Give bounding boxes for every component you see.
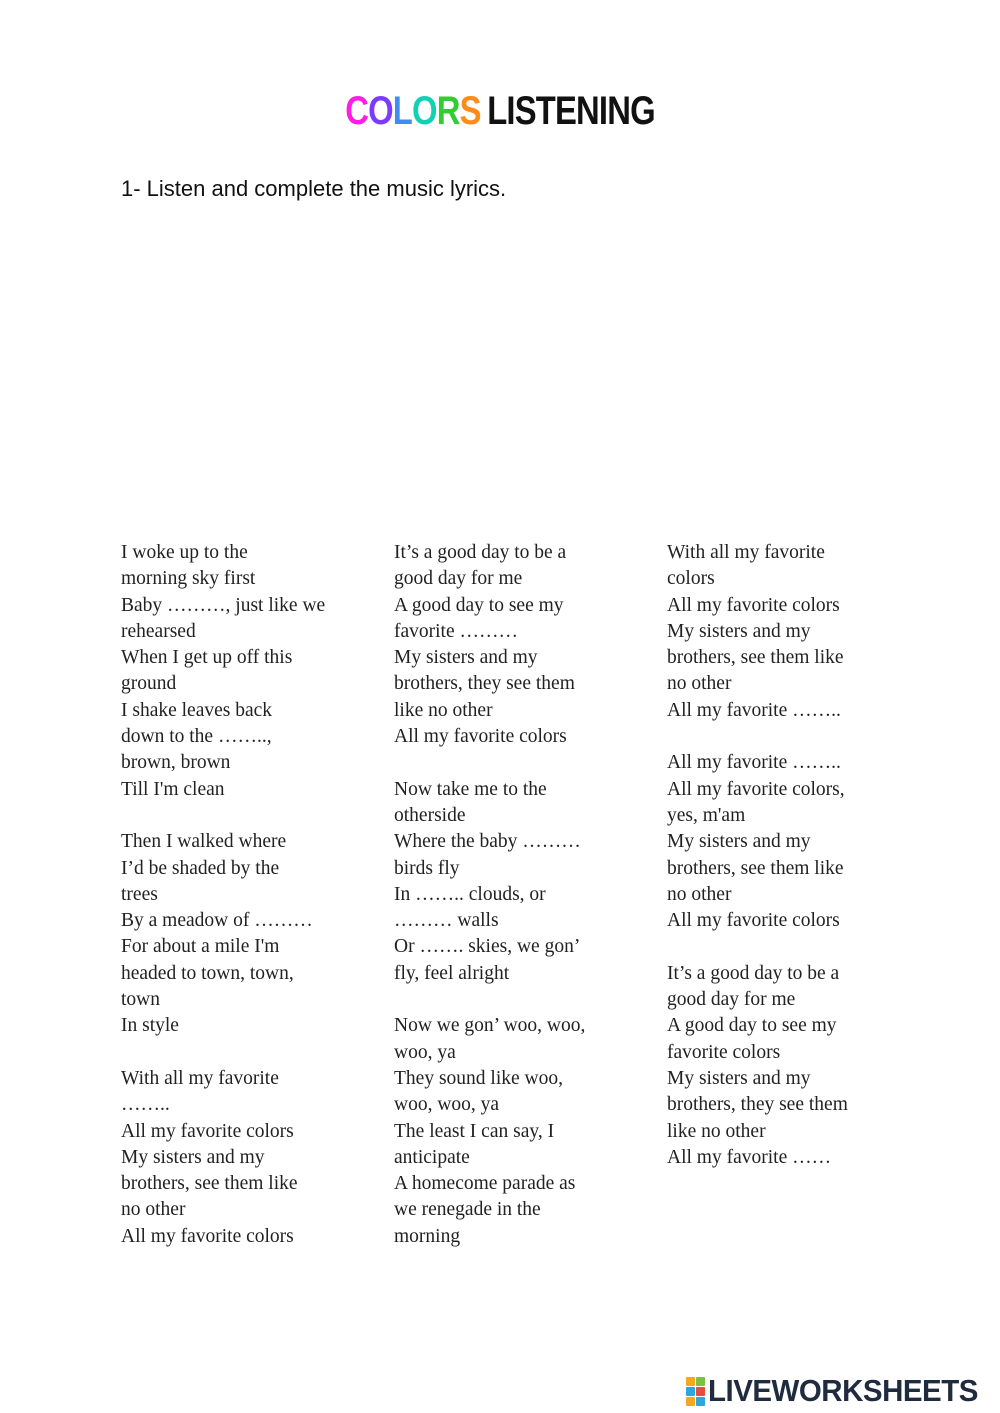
instruction-text: 1- Listen and complete the music lyrics. (121, 176, 507, 201)
lyric-line: no other (121, 1199, 186, 1221)
lyric-line: I shake leaves back (121, 699, 273, 721)
lyric-line: Where the baby ……… (394, 831, 581, 853)
lyric-line: It’s a good day to be a (667, 962, 840, 984)
logo-block (696, 1387, 705, 1396)
lyric-line: like no other (394, 699, 493, 721)
lyric-line: birds fly (394, 857, 460, 879)
lyric-line: rehearsed (121, 620, 196, 642)
lyric-line: When I get up off this (121, 647, 293, 669)
title-letter: L (392, 88, 413, 133)
lyric-line: My sisters and my (121, 1146, 265, 1168)
logo-text: LIVEWORKSHEETS (707, 1373, 978, 1408)
lyric-line: good day for me (667, 989, 796, 1011)
title-letter: S (459, 88, 481, 133)
lyrics-stanza (667, 750, 887, 934)
lyrics-stanza (394, 540, 619, 750)
liveworksheets-logo[interactable] (686, 1373, 992, 1409)
lyric-line: A good day to see my (667, 1015, 837, 1037)
lyric-line: woo, ya (394, 1041, 456, 1063)
lyric-line: …….. (121, 1094, 170, 1116)
lyric-line: All my favorite …….. (667, 752, 841, 774)
lyric-line: Till I'm clean (121, 778, 225, 800)
title-letter: R (436, 88, 460, 133)
lyrics-stanza (121, 1066, 346, 1250)
lyric-line: All my favorite colors (667, 910, 840, 932)
lyric-line: All my favorite …….. (667, 699, 841, 721)
lyric-line: woo, woo, ya (394, 1094, 500, 1116)
lyric-line: brothers, they see them (394, 673, 575, 695)
lyric-line: morning sky first (121, 568, 256, 590)
lyric-line: brothers, see them like (121, 1173, 298, 1195)
lyric-line: All my favorite colors (667, 594, 840, 616)
lyric-line: ……… walls (394, 910, 499, 932)
lyrics-stanza (394, 1013, 619, 1250)
lyric-line: My sisters and my (667, 620, 811, 642)
lyrics-column-2 (394, 540, 619, 1276)
lyric-line: good day for me (394, 568, 523, 590)
lyric-line: brothers, see them like (667, 857, 844, 879)
lyric-line: fly, feel alright (394, 962, 510, 984)
lyric-line: otherside (394, 804, 466, 826)
lyrics-stanza (667, 540, 887, 724)
lyrics-column-1 (121, 540, 346, 1276)
lyric-line: headed to town, town, (121, 962, 294, 984)
lyric-line: we renegade in the (394, 1199, 541, 1221)
lyric-line: For about a mile I'm (121, 936, 280, 958)
logo-block (696, 1377, 705, 1386)
lyric-line: With all my favorite (667, 542, 825, 563)
lyric-line: In …….. clouds, or (394, 883, 546, 905)
lyric-line: All my favorite colors (394, 726, 567, 748)
lyric-line: A homecome parade as (394, 1173, 576, 1195)
lyric-line: down to the …….., (121, 726, 272, 748)
lyric-line: favorite colors (667, 1041, 781, 1063)
lyric-line: I woke up to the (121, 542, 248, 563)
lyric-line: trees (121, 883, 158, 905)
logo-block (686, 1387, 695, 1396)
lyric-line: colors (667, 568, 715, 590)
lyrics-stanza (667, 961, 887, 1171)
lyric-line: Baby ………, just like we (121, 594, 326, 616)
lyric-line: brothers, see them like (667, 647, 844, 669)
lyric-line: With all my favorite (121, 1067, 279, 1089)
lyric-line: In style (121, 1015, 179, 1037)
lyric-line: no other (667, 673, 732, 695)
lyrics-column-3 (667, 540, 887, 1197)
lyric-line: A good day to see my (394, 594, 564, 616)
title-letter: O (412, 88, 437, 133)
lyric-line: Or ……. skies, we gon’ (394, 936, 581, 958)
title-letter: C (345, 88, 369, 133)
lyric-line: yes, m'am (667, 804, 746, 826)
lyric-line: brothers, they see them (667, 1094, 848, 1116)
lyrics-stanza (394, 777, 619, 987)
logo-block (686, 1377, 695, 1386)
lyric-line: like no other (667, 1120, 766, 1142)
lyric-line: My sisters and my (667, 831, 811, 853)
lyric-line: Now we gon’ woo, woo, (394, 1015, 586, 1037)
lyric-line: They sound like woo, (394, 1067, 563, 1089)
lyric-line: All my favorite …… (667, 1146, 832, 1168)
lyric-line: My sisters and my (394, 647, 538, 669)
lyric-line: favorite ……… (394, 620, 519, 642)
title-letter: O (368, 88, 393, 133)
lyric-line: morning (394, 1225, 461, 1247)
lyric-line: All my favorite colors (121, 1225, 294, 1247)
lyric-line: I’d be shaded by the (121, 857, 280, 879)
lyric-line: Then I walked where (121, 831, 287, 853)
page-title (90, 89, 910, 134)
liveworksheets-logo-icon (686, 1377, 705, 1406)
lyric-line: Now take me to the (394, 778, 547, 800)
logo-block (686, 1397, 695, 1406)
lyric-line: The least I can say, I (394, 1120, 555, 1142)
logo-block (696, 1397, 705, 1406)
lyrics-stanza (121, 829, 346, 1039)
lyric-line: My sisters and my (667, 1067, 811, 1089)
lyric-line: no other (667, 883, 732, 905)
lyric-line: All my favorite colors (121, 1120, 294, 1142)
lyric-line: It’s a good day to be a (394, 542, 567, 563)
lyric-line: brown, brown (121, 752, 231, 774)
title-word: LISTENING (487, 88, 655, 133)
lyric-line: town (121, 989, 160, 1011)
lyric-line: All my favorite colors, (667, 778, 845, 800)
lyric-line: ground (121, 673, 177, 695)
lyrics-stanza (121, 540, 346, 803)
lyric-line: By a meadow of ……… (121, 910, 313, 932)
lyric-line: anticipate (394, 1146, 470, 1168)
